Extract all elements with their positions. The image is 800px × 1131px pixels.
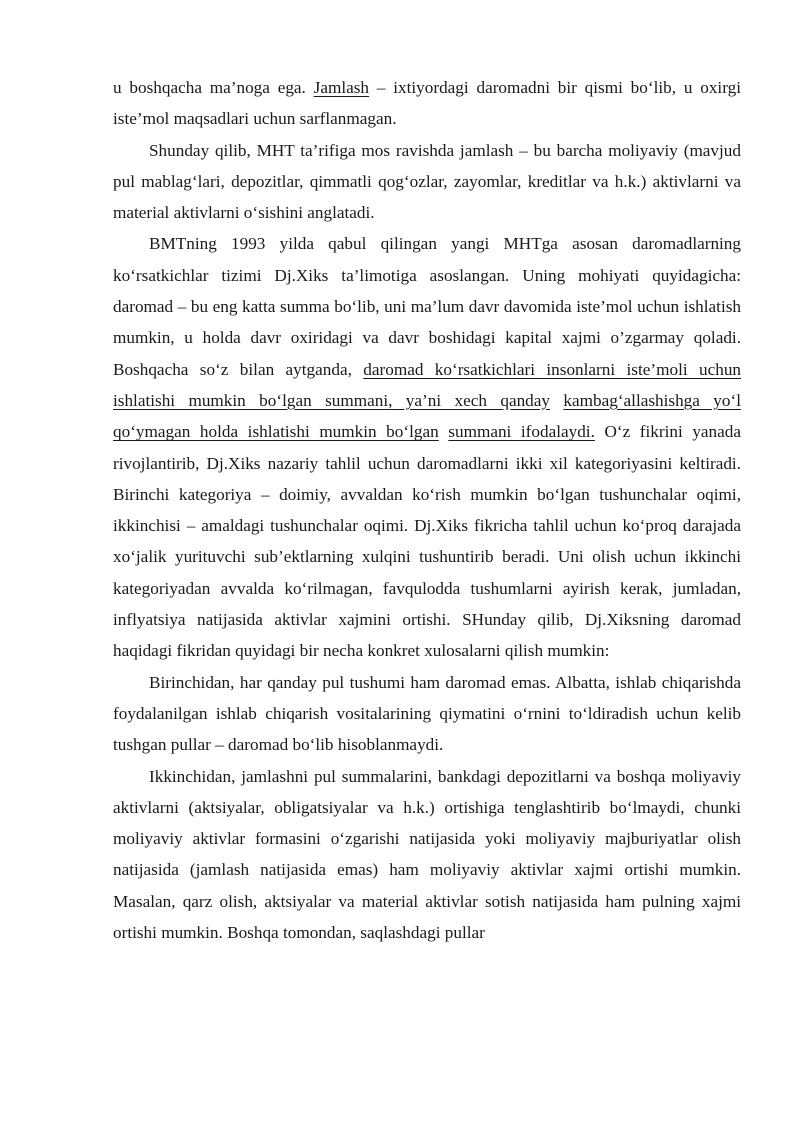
underlined-phrase: summani ifodalaydi. [448,422,595,442]
text-run: Birinchidan, har qanday pul tushumi ham daromad emas. Albatta, ishlab chiqarishda foydalanilgan ishlab chiqarish vositalarining qiymatini o‘rnini to‘ldiradish uchun kelib tushgan pullar – daromad bo‘lib hisoblanmaydi. [113,672,741,755]
text-run: BMTning 1993 yilda qabul qilingan yangi MHTga asosan daromadlarning ko‘rsatkichlar tizimi Dj.Xiks ta’limotiga asoslangan. Uning mohiyati quyidagicha: daromad – bu eng katta summa bo‘lib, uni ma’lum davr davomida iste’mol uchun ishlatish mumkin, u holda davr oxiridagi va davr boshidagi kapital xajmi o’zgarmay qoladi. Boshqacha so‘z bilan aytganda, [113,234,741,379]
underlined-phrase: kambag‘allashishga yo‘l qo‘ymagan holda ishlatishi mumkin bo‘lgan [113,390,741,442]
paragraph-5 [113,761,741,949]
text-run [550,391,563,410]
text-run [439,422,449,441]
paragraph-4 [113,667,741,761]
underlined-term: Jamlash [313,78,370,97]
underlined-phrase: daromad ko‘rsatkichlari insonlarni iste’moli uchun [363,359,742,379]
paragraph-1 [113,72,741,135]
text-run: – ixtiyordagi daromadni bir qismi bo‘lib, u oxirgi iste’mol maqsadlari uchun sarflanmagan. [113,78,741,129]
text-run: Ikkinchidan, jamlashni pul summalarini, bankdagi depozitlarni va boshqa moliyaviy aktivlarni (aktsiyalar, obligatsiyalar va h.k.) ortishiga tenglashtirib bo‘lmaydi, chunki moliyaviy aktivlar formasini o‘zgarishi natijasida yoki moliyaviy majburiyatlar olish natijasida (jamlash natijasida emas) ham moliyaviy aktivlar xajmi ortishi mumkin. Masalan, qarz olish, aktsiyalar va material aktivlar sotish natijasida ham pulning xajmi ortishi mumkin. Boshqa tomondan, saqlashdagi pullar [113,766,741,943]
text-run: Shunday qilib, MHT ta’rifiga mos ravishda jamlash – bu barcha moliyaviy (mavjud pul mablag‘lari, depozitlar, qimmatli qog‘ozlar, zayomlar, kreditlar va h.k.) aktivlarni va material aktivlarni o‘sishini anglatadi. [113,140,741,223]
document-page [113,72,741,948]
text-run: u boshqacha ma’noga ega. [113,78,314,97]
underlined-phrase: ishlatishi mumkin bo‘lgan summani, ya’ni xech qanday [113,390,550,410]
text-run: O‘z fikrini yanada rivojlantirib, Dj.Xiks nazariy tahlil uchun daromadlarni ikki xil kategoriyasini keltiradi. Birinchi kategoriya – doimiy, avvaldan ko‘rish mumkin bo‘lgan tushunchalar oqimi, ikkinchisi – amaldagi tushunchalar oqimi. Dj.Xiks fikricha tahlil uchun ko‘proq darajada xo‘jalik yurituvchi sub’ektlarning xulqini tushuntirib beradi. Uni olish uchun ikkinchi kategoriyadan avvalda ko‘rilmagan, favqulodda tushumlarni ayirish kerak, jumladan, inflyatsiya natijasida aktivlar xajmini ortishi. SHunday qilib, Dj.Xiksning daromad haqidagi fikridan quyidagi bir necha konkret xulosalarni qilish mumkin: [113,422,742,661]
paragraph-2 [113,135,741,229]
paragraph-3 [113,228,741,666]
